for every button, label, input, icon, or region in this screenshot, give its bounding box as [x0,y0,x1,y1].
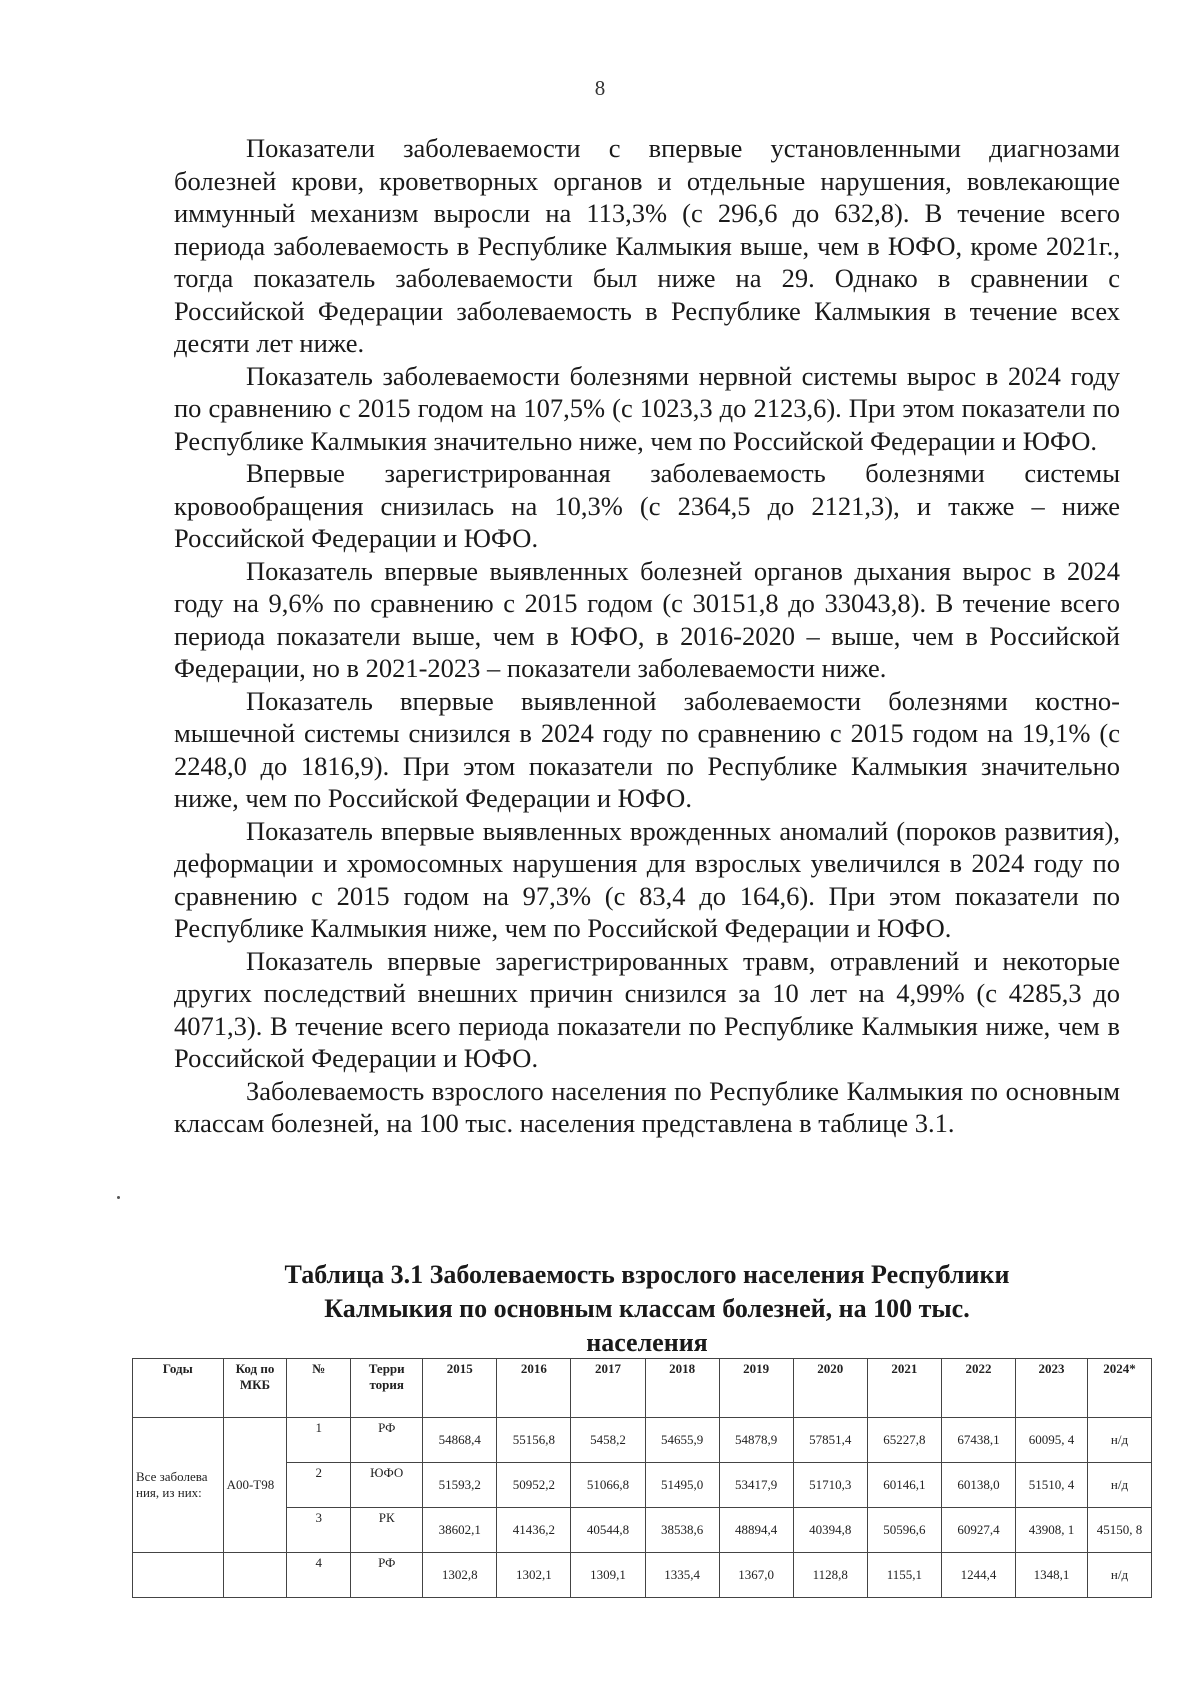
cell-value: 51710,3 [793,1463,867,1508]
header-2020: 2020 [793,1359,867,1418]
cell-value: 1335,4 [645,1553,719,1598]
cell-value: 5458,2 [571,1418,645,1463]
row-no: 1 [287,1418,351,1463]
row-territory: РФ [351,1418,423,1463]
body-text [174,132,1120,1140]
cell-value: 1244,4 [941,1553,1015,1598]
cell-value: 51510, 4 [1015,1463,1087,1508]
scan-speck [117,1196,120,1199]
cell-value: 51495,0 [645,1463,719,1508]
cell-value: 50952,2 [497,1463,571,1508]
cell-value: 53417,9 [719,1463,793,1508]
cell-value: 1302,1 [497,1553,571,1598]
cell-value: н/д [1088,1463,1152,1508]
paragraph-respiratory: Показатель впервые выявленных болезней органов дыхания вырос в 2024 году на 9,6% по сравнению с 2015 годом (с 30151,8 до 33043,8). В течение всего периода показатели выше, чем в ЮФО, в 2016-2020 – выше, чем в Российской Федерации, но в 2021-2023 – показатели заболеваемости ниже. [174,555,1120,683]
row-territory: РФ [351,1553,423,1598]
cell-value: 1348,1 [1015,1553,1087,1598]
row-territory: ЮФО [351,1463,423,1508]
cell-value: 55156,8 [497,1418,571,1463]
paragraph-blood-diseases: Показатели заболеваемости с впервые установленными диагнозами болезней крови, кроветворных органов и отдельные нарушения, вовлекающие иммунный механизм выросли на 113,3% (с 296,6 до 632,8). В течение всего периода заболеваемость в Республике Калмыкия выше, чем в ЮФО, кроме 2021г., тогда показатель заболеваемости был ниже на 29. Однако в сравнении с Российской Федерации заболеваемость в Республике Калмыкия в течение всех десяти лет ниже. [174,133,1120,358]
page-number: 8 [594,76,606,100]
cell-value: 38602,1 [423,1508,497,1553]
cell-value: 1155,1 [867,1553,941,1598]
paragraph-nervous-system: Показатель заболеваемости болезнями нервной системы вырос в 2024 году по сравнению с 2015 годом на 107,5% (с 1023,3 до 2123,6). При этом показатели по Республике Калмыкия значительно ниже, чем по Российской Федерации и ЮФО. [174,360,1120,456]
cell-value: 54868,4 [423,1418,497,1463]
cell-value: 54655,9 [645,1418,719,1463]
row-no: 2 [287,1463,351,1508]
group-code: A00-T98 [223,1418,287,1553]
morbidity-table-wrap [132,1358,1152,1598]
morbidity-table [132,1358,1152,1598]
cell-value: 1367,0 [719,1553,793,1598]
cell-value: 40544,8 [571,1508,645,1553]
cell-value: 65227,8 [867,1418,941,1463]
header-2024: 2024* [1088,1359,1152,1418]
cell-value: 60927,4 [941,1508,1015,1553]
cell-value: 41436,2 [497,1508,571,1553]
table-caption [174,1258,1120,1360]
table-header-row [133,1359,1152,1418]
paragraph-injuries: Показатель впервые зарегистрированных травм, отравлений и некоторые других последствий внешних причин снизился за 10 лет на 4,99% (с 4285,3 до 4071,3). В течение всего периода показатели по Республике Калмыкия ниже, чем в Российской Федерации и ЮФО. [174,945,1120,1073]
header-territory: Терри тория [351,1359,423,1418]
header-2017: 2017 [571,1359,645,1418]
cell-value: 1302,8 [423,1553,497,1598]
paragraph-congenital: Показатель впервые выявленных врожденных аномалий (пороков развития), деформации и хромосомных нарушения для взрослых увеличился в 2024 году по сравнению с 2015 годом на 97,3% (с 83,4 до 164,6). При этом показатели по Республике Калмыкия ниже, чем по Российской Федерации и ЮФО. [174,815,1120,943]
header-2016: 2016 [497,1359,571,1418]
header-2022: 2022 [941,1359,1015,1418]
cell-value: н/д [1088,1553,1152,1598]
paragraph-table-intro: Заболеваемость взрослого населения по Республике Калмыкия по основным классам болезней, на 100 тыс. населения представлена в таблице 3.1. [174,1075,1120,1138]
group-label: Все заболева ния, из них: [133,1418,224,1553]
paragraph-musculoskeletal: Показатель впервые выявленной заболеваемости болезнями костно-мышечной системы снизился в 2024 году по сравнению с 2015 годом на 19,1% (с 2248,0 до 1816,9). При этом показатели по Республике Калмыкия значительно ниже, чем по Российской Федерации и ЮФО. [174,685,1120,813]
cell-value: 40394,8 [793,1508,867,1553]
cell-value: 50596,6 [867,1508,941,1553]
caption-line-1: Таблица 3.1 Заболеваемость взрослого населения Республики [284,1260,1010,1289]
empty-cell [133,1553,224,1598]
cell-value: 60146,1 [867,1463,941,1508]
cell-value: 45150, 8 [1088,1508,1152,1553]
table-row [133,1553,1152,1598]
header-2019: 2019 [719,1359,793,1418]
paragraph-circulatory-system: Впервые зарегистрированная заболеваемость болезнями системы кровообращения снизилась на 10,3% (с 2364,5 до 2121,3), и также – ниже Российской Федерации и ЮФО. [174,458,1120,553]
header-years: Годы [133,1359,224,1418]
row-no: 3 [287,1508,351,1553]
caption-line-2: Калмыкия по основным классам болезней, на 100 тыс. [324,1294,970,1323]
cell-value: 60138,0 [941,1463,1015,1508]
cell-value: 43908, 1 [1015,1508,1087,1553]
cell-value: 38538,6 [645,1508,719,1553]
header-2018: 2018 [645,1359,719,1418]
cell-value: 54878,9 [719,1418,793,1463]
row-territory: РК [351,1508,423,1553]
cell-value: 1128,8 [793,1553,867,1598]
table-row [133,1418,1152,1463]
cell-value: 67438,1 [941,1418,1015,1463]
header-2015: 2015 [423,1359,497,1418]
caption-line-3: населения [586,1328,708,1357]
header-no: № [287,1359,351,1418]
row-no: 4 [287,1553,351,1598]
empty-cell [223,1553,287,1598]
cell-value: 57851,4 [793,1418,867,1463]
header-2021: 2021 [867,1359,941,1418]
header-2023: 2023 [1015,1359,1087,1418]
cell-value: н/д [1088,1418,1152,1463]
cell-value: 1309,1 [571,1553,645,1598]
cell-value: 51066,8 [571,1463,645,1508]
header-code: Код по МКБ [223,1359,287,1418]
cell-value: 60095, 4 [1015,1418,1087,1463]
cell-value: 48894,4 [719,1508,793,1553]
cell-value: 51593,2 [423,1463,497,1508]
